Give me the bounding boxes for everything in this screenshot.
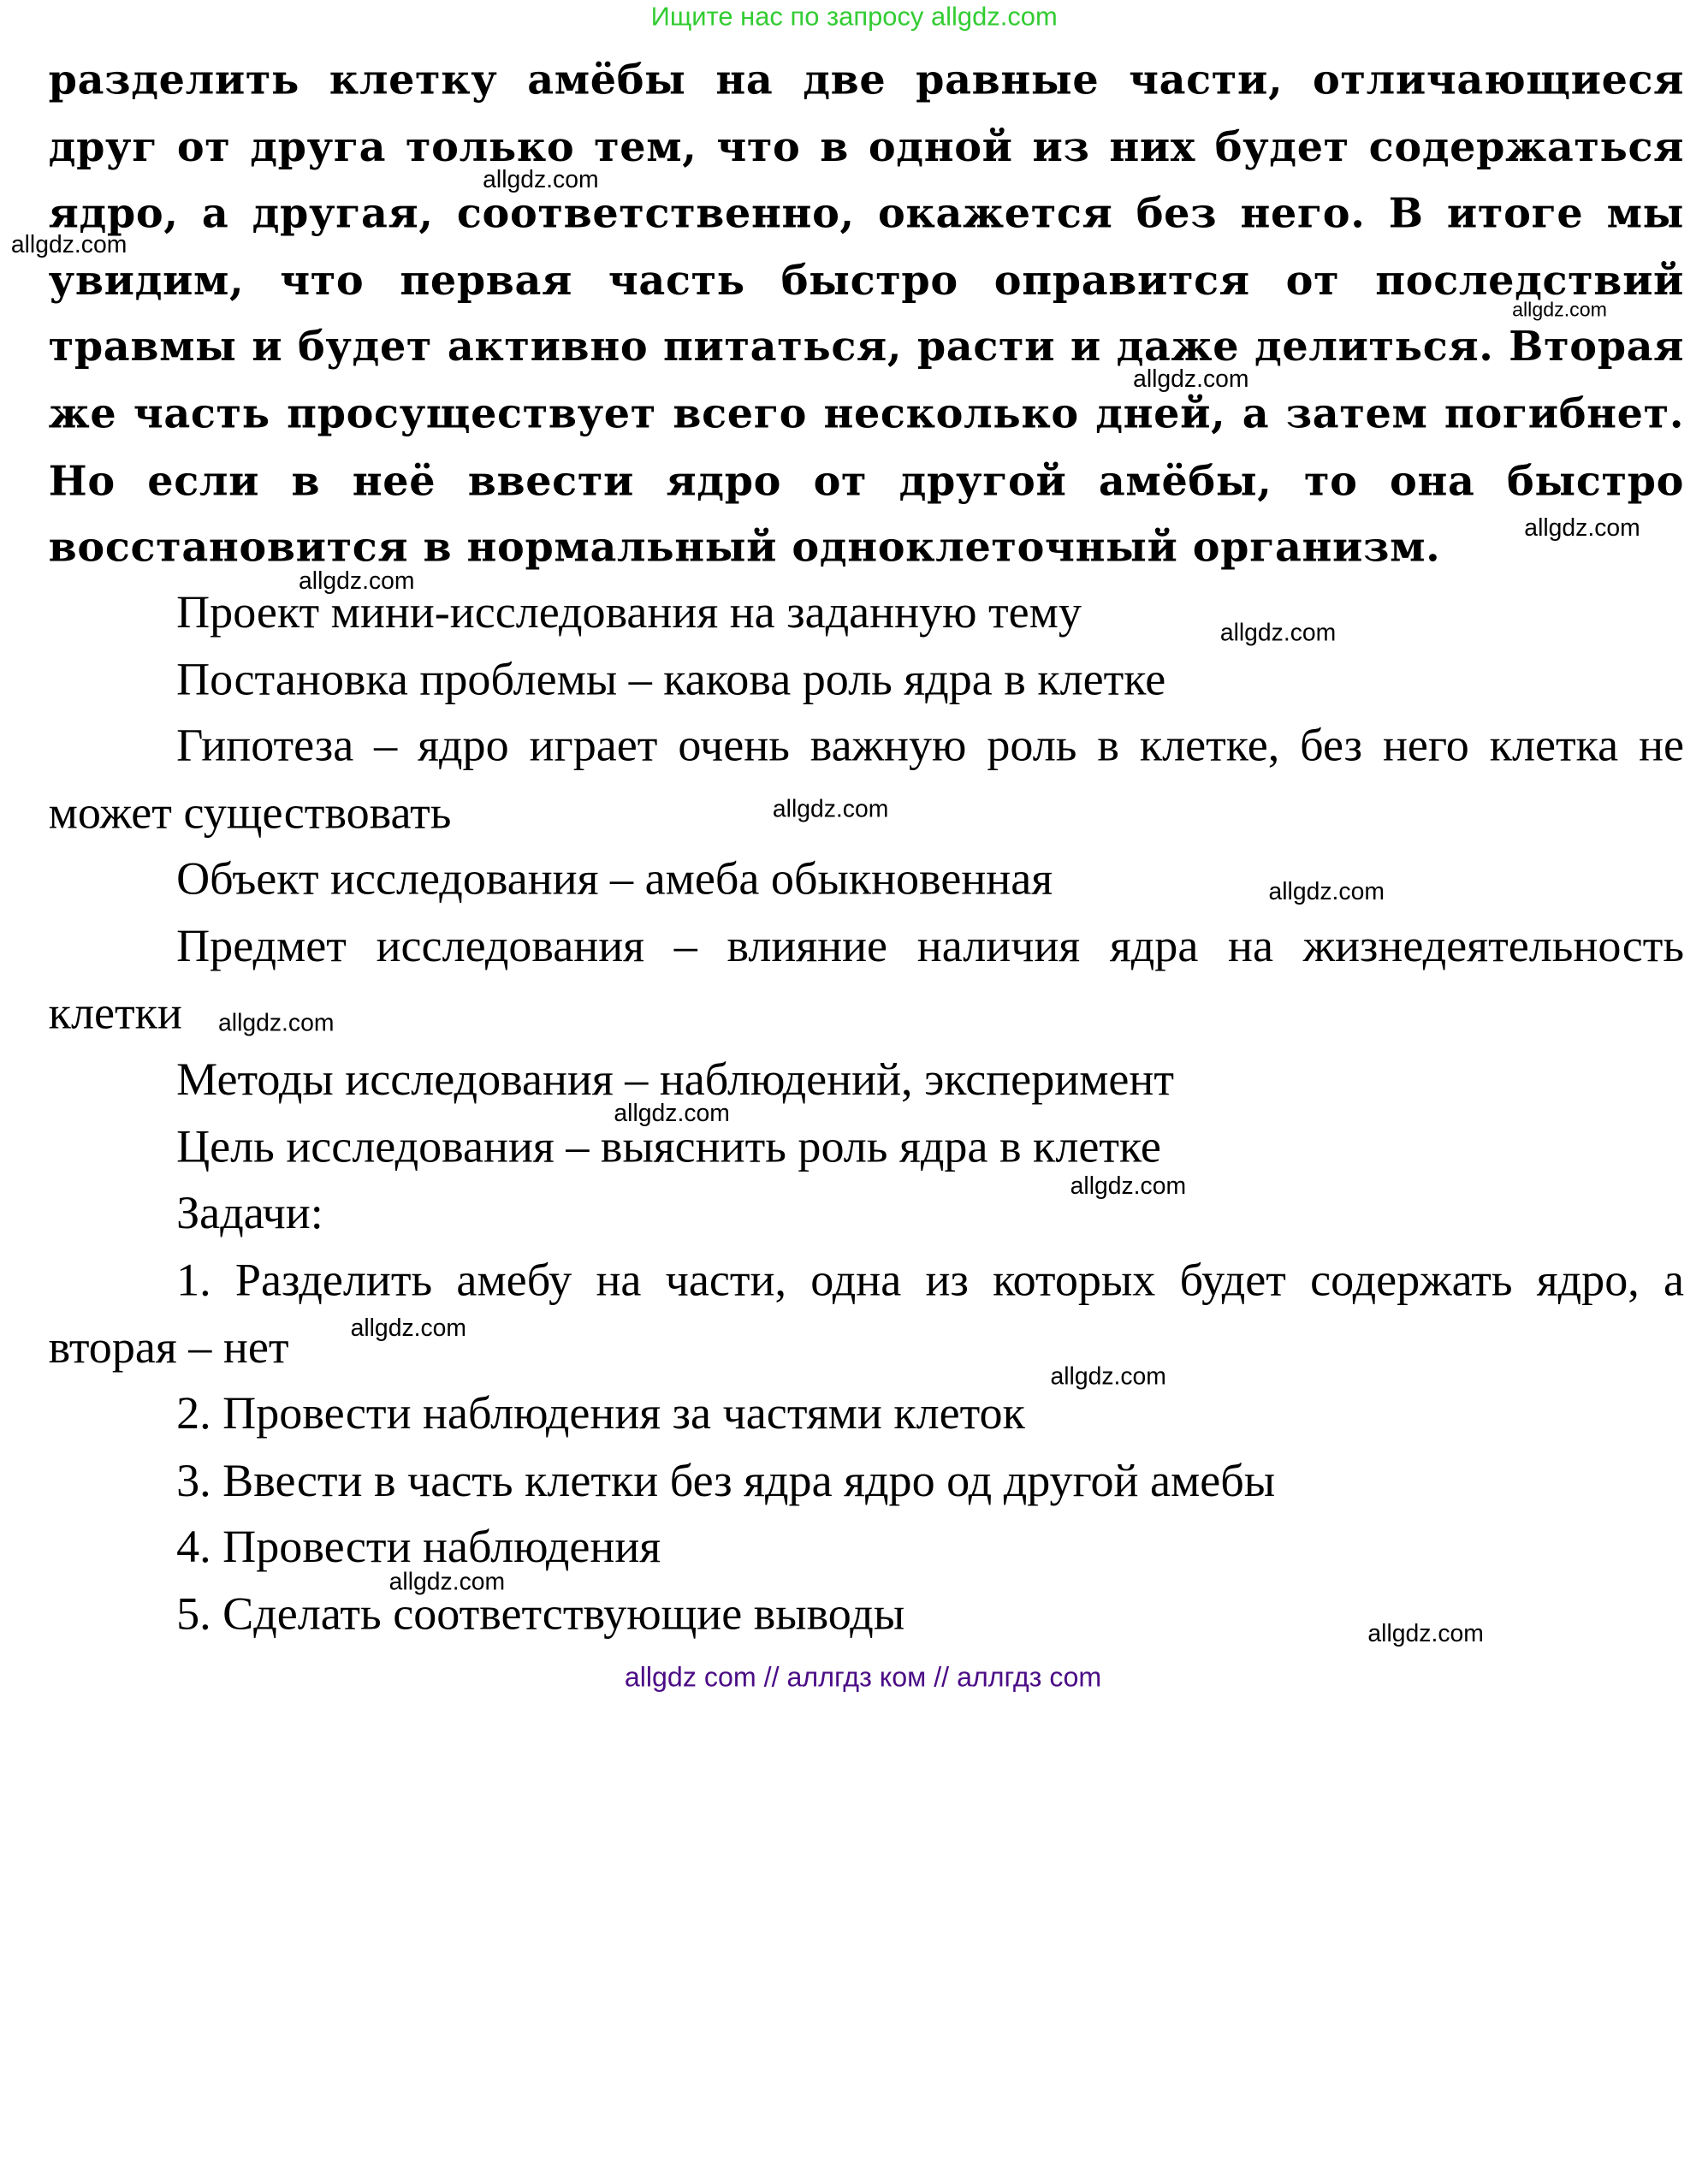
- watermark: allgdz.com: [1050, 1362, 1166, 1391]
- task-item: 4. Провести наблюдения: [176, 1522, 661, 1573]
- task-item: 1. Разделить амебу на части, одна из которых будет содержать ядро, а вторая – нет: [48, 1255, 1685, 1374]
- problem-statement: Постановка проблемы – какова роль ядра в клетке: [176, 655, 1166, 706]
- watermark: allgdz.com: [1524, 513, 1640, 542]
- research-object: Объект исследования – амеба обыкновенная: [176, 854, 1053, 905]
- research-goal: Цель исследования – выяснить роль ядра в клетке: [176, 1122, 1161, 1173]
- watermark: allgdz.com: [1133, 365, 1249, 393]
- research-methods: Методы исследования – наблюдений, эксперимент: [176, 1054, 1175, 1106]
- watermark: allgdz.com: [1367, 1619, 1484, 1647]
- watermark: allgdz.com: [350, 1314, 467, 1342]
- watermark: allgdz.com: [299, 567, 415, 595]
- research-subject: Предмет исследования – влияние наличия ядра на жизнедеятельность клетки: [48, 921, 1685, 1040]
- watermark: allgdz.com: [10, 230, 128, 258]
- footer-links: allgdz com // аллгдз ком // аллгдз com: [624, 1662, 1102, 1694]
- watermark: allgdz.com: [218, 1008, 335, 1036]
- watermark: allgdz.com: [1219, 618, 1337, 646]
- task-item: 2. Провести наблюдения за частями клеток: [176, 1388, 1025, 1440]
- task-item: 3. Ввести в часть клетки без ядра ядро од другой амебы: [176, 1456, 1276, 1507]
- top-banner: Ищите нас по запросу allgdz.com: [650, 2, 1058, 33]
- watermark: allgdz.com: [388, 1567, 506, 1595]
- watermark: allgdz.com: [483, 165, 599, 193]
- task-item: 5. Сделать соответствующие выводы: [176, 1589, 905, 1641]
- tasks-label: Задачи:: [176, 1188, 323, 1239]
- watermark: allgdz.com: [1268, 877, 1385, 905]
- bold-paragraph: разделить клетку амёбы на две равные части, отличающиеся друг от друга только тем, что в одной из них будет содержаться ядро, а другая, соответственно, окажется без него. В итоге мы увидим, что первая часть быстро оправится от последствий травмы и будет активно питаться, расти и даже делиться. Вторая же часть просуществует всего несколько дней, а затем погибнет. Но если в неё ввести ядро от другой амёбы, то она быстро восстановится в нормальный одноклеточный организм.: [48, 55, 1685, 572]
- watermark: allgdz.com: [1512, 299, 1607, 321]
- watermark: allgdz.com: [614, 1099, 730, 1127]
- watermark: allgdz.com: [772, 794, 889, 822]
- watermark: allgdz.com: [1070, 1172, 1187, 1200]
- project-title: Проект мини-исследования на заданную тему: [176, 587, 1082, 638]
- hypothesis: Гипотеза – ядро играет очень важную роль в клетке, без него клетка не может существовать: [48, 721, 1685, 839]
